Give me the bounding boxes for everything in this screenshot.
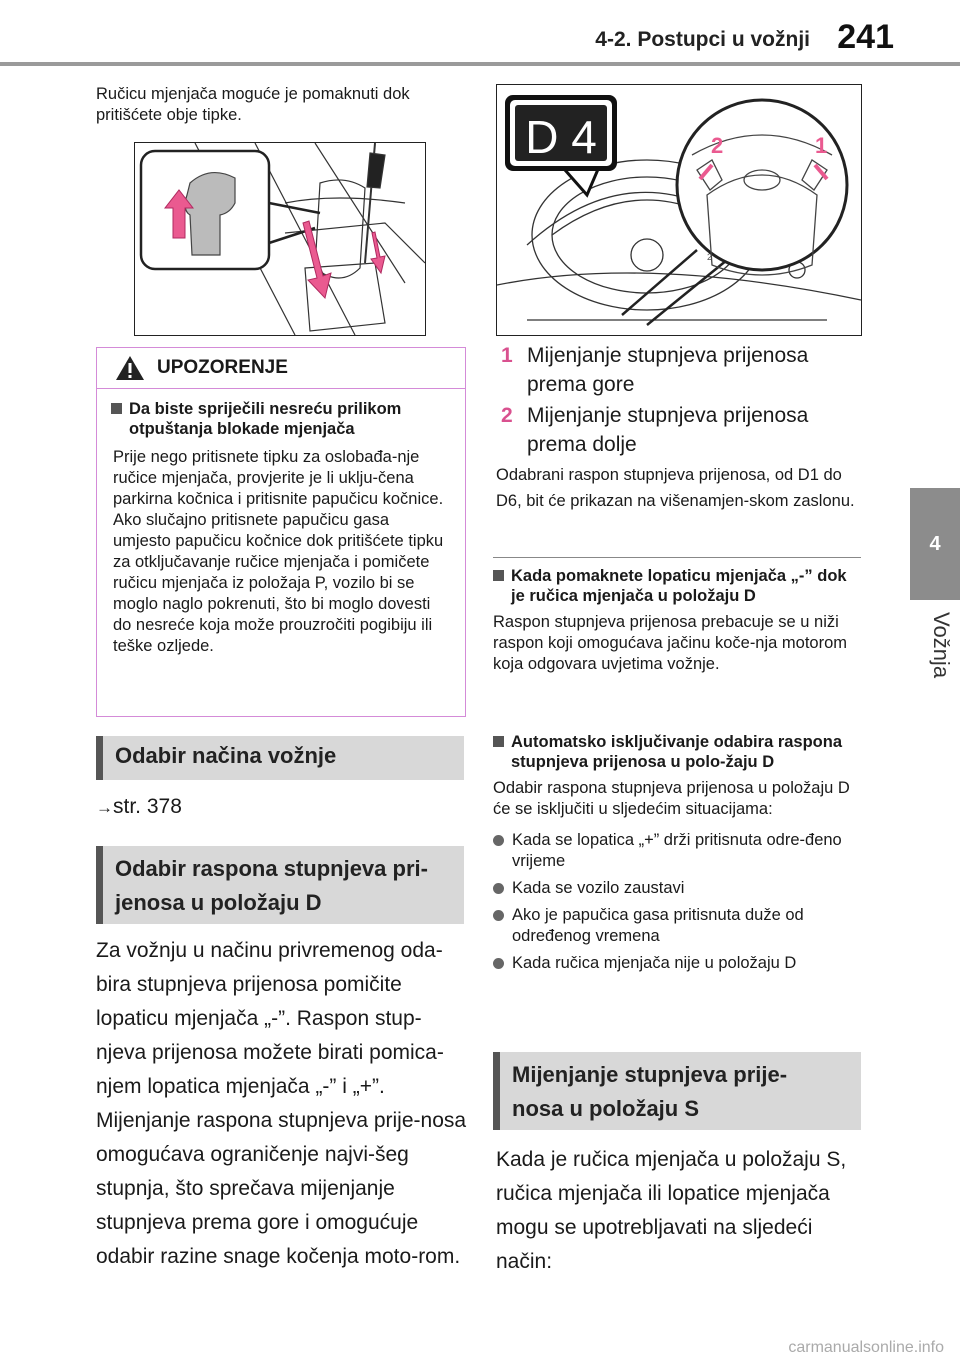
list-item-text: Ako je papučica gasa pritisnuta duže od određenog vremena — [512, 906, 804, 945]
paddle-label-1: 1 — [815, 133, 828, 158]
list-item-text: Kada ručica mjenjača nije u položaju D — [512, 954, 797, 972]
subsection-paddle-minus — [493, 566, 861, 675]
gear-display-text: D 4 — [525, 111, 597, 163]
list-item-text: Mijenjanje stupnjeva prijenosa prema dolje — [527, 404, 809, 456]
section-heading-line-1: Odabir raspona stupnjeva pri- — [115, 856, 428, 881]
list-item — [501, 401, 861, 459]
warning-subheading-text: Da biste spriječili nesreću prilikom otpuštanja blokade mjenjača — [129, 400, 402, 438]
numbered-list — [501, 341, 861, 459]
list-item-text: Kada se vozilo zaustavi — [512, 879, 685, 897]
subsection-heading — [493, 732, 861, 772]
steering-wheel-drawing — [497, 85, 861, 335]
subsection-body: Odabir raspona stupnjeva prijenosa u položaju D će se isključiti u sljedećim situacijama: — [493, 779, 850, 818]
list-item — [493, 953, 861, 974]
page-reference-link[interactable]: str. 378 — [113, 795, 182, 818]
watermark: carmanualsonline.info — [788, 1339, 944, 1356]
subsection-heading — [493, 566, 861, 606]
gear-s-body: Kada je ručica mjenjača u položaju S, ručica mjenjača ili lopatice mjenjača mogu se upotrebljavati na sljedeći način: — [496, 1148, 847, 1273]
subsection-heading-text: Automatsko isključivanje odabira raspona stupnjeva prijenosa u polo-žaju D — [511, 733, 843, 771]
bullet-dot-icon — [493, 958, 504, 969]
warning-paragraph-1: Prije nego pritisnete tipku za oslobađa-nje ručice mjenjača, provjerite je li uklju-čena parkirna kočnica i pritisnite papučicu kočnice. — [113, 448, 444, 508]
gear-range-body: Za vožnju u načinu privremenog oda-bira stupnjeva prijenosa pomičite lopaticu mjenjača „-”. Raspon stup-njeva prijenosa možete birati pomica-njem lopatica mjenjača „-” i „+”. Mijenjanje raspona stupnjeva prije-nosa omogućava ograničenje najvi-šeg stupnja, što sprečava mijenjanje stupnjeva prema gore i omogućuje odabir razine snage kočenja moto-rom. — [96, 939, 467, 1268]
section-heading-driving-mode-text: Odabir načina vožnje — [115, 743, 337, 768]
list-item-text: Mijenjanje stupnjeva prijenosa prema gore — [527, 344, 809, 396]
warning-title: UPOZORENJE — [157, 357, 288, 378]
header-section-title: 4-2. Postupci u vožnji — [595, 28, 810, 51]
display-note: Odabrani raspon stupnjeva prijenosa, od D1 do D6, bit će prikazan na višenamjen-skom zaslonu. — [496, 466, 855, 510]
subsection-heading-text: Kada pomaknete lopaticu mjenjača „-” dok je ručica mjenjača u položaju D — [511, 567, 847, 605]
list-item — [493, 830, 861, 872]
subsection-auto-cancel — [493, 732, 861, 980]
warning-box — [96, 347, 466, 717]
section-heading-driving-mode — [96, 736, 464, 780]
list-item — [493, 878, 861, 899]
list-item — [493, 905, 861, 947]
square-bullet-icon — [493, 736, 504, 747]
shift-lever-drawing — [135, 143, 425, 335]
list-item-text: Kada se lopatica „+” drži pritisnuta odre-đeno vrijeme — [512, 831, 842, 870]
section-heading-gear-range-d — [96, 846, 464, 924]
bullet-dot-icon — [493, 883, 504, 894]
chapter-number: 4 — [929, 532, 941, 555]
page-reference — [96, 795, 182, 819]
paddle-label-2: 2 — [711, 133, 724, 158]
list-item-number: 2 — [501, 404, 513, 427]
square-bullet-icon — [493, 570, 504, 581]
paddle-shifter-illustration — [496, 84, 862, 336]
warning-triangle-icon — [115, 355, 145, 381]
header-rule — [0, 62, 960, 66]
warning-paragraph-2: Ako slučajno pritisnete papučicu gasa umjesto papučicu kočnice dok pritišćete tipku za otključavanje ručice mjenjača i pomičete ručicu mjenjača iz položaja P, vozilo bi se moglo naglo pokrenuti, što bi moglo dovesti do nesreće koja može prouzročiti pogibiju ili teške ozljede. — [113, 511, 444, 655]
section-heading-line-2: jenosa u položaju D — [115, 890, 322, 915]
section-heading-gear-s — [493, 1052, 861, 1130]
chapter-tab — [910, 488, 960, 600]
section-heading-line-2: nosa u položaju S — [512, 1096, 700, 1121]
section-heading-line-1: Mijenjanje stupnjeva prije- — [512, 1062, 788, 1087]
page-header — [0, 0, 960, 62]
arrow-right-icon: → — [96, 798, 113, 817]
list-item-number: 1 — [501, 344, 513, 367]
paddle-label-small-2: 2 — [707, 252, 713, 262]
warning-subheading — [111, 399, 451, 439]
shift-lever-illustration — [134, 142, 426, 336]
bullet-dot-icon — [493, 835, 504, 846]
page-number: 241 — [837, 18, 894, 56]
warning-header — [97, 348, 465, 389]
subsection-body: Raspon stupnjeva prijenosa prebacuje se u niži raspon koji omogućava jačinu koče-nja motorom koja odgovara uvjetima vožnje. — [493, 613, 848, 673]
bullet-dot-icon — [493, 910, 504, 921]
square-bullet-icon — [111, 403, 122, 414]
chapter-label: Vožnja — [929, 612, 954, 679]
list-item — [501, 341, 861, 399]
intro-text: Ručicu mjenjača moguće je pomaknuti dok pritišćete obje tipke. — [96, 85, 410, 124]
divider — [493, 557, 861, 558]
